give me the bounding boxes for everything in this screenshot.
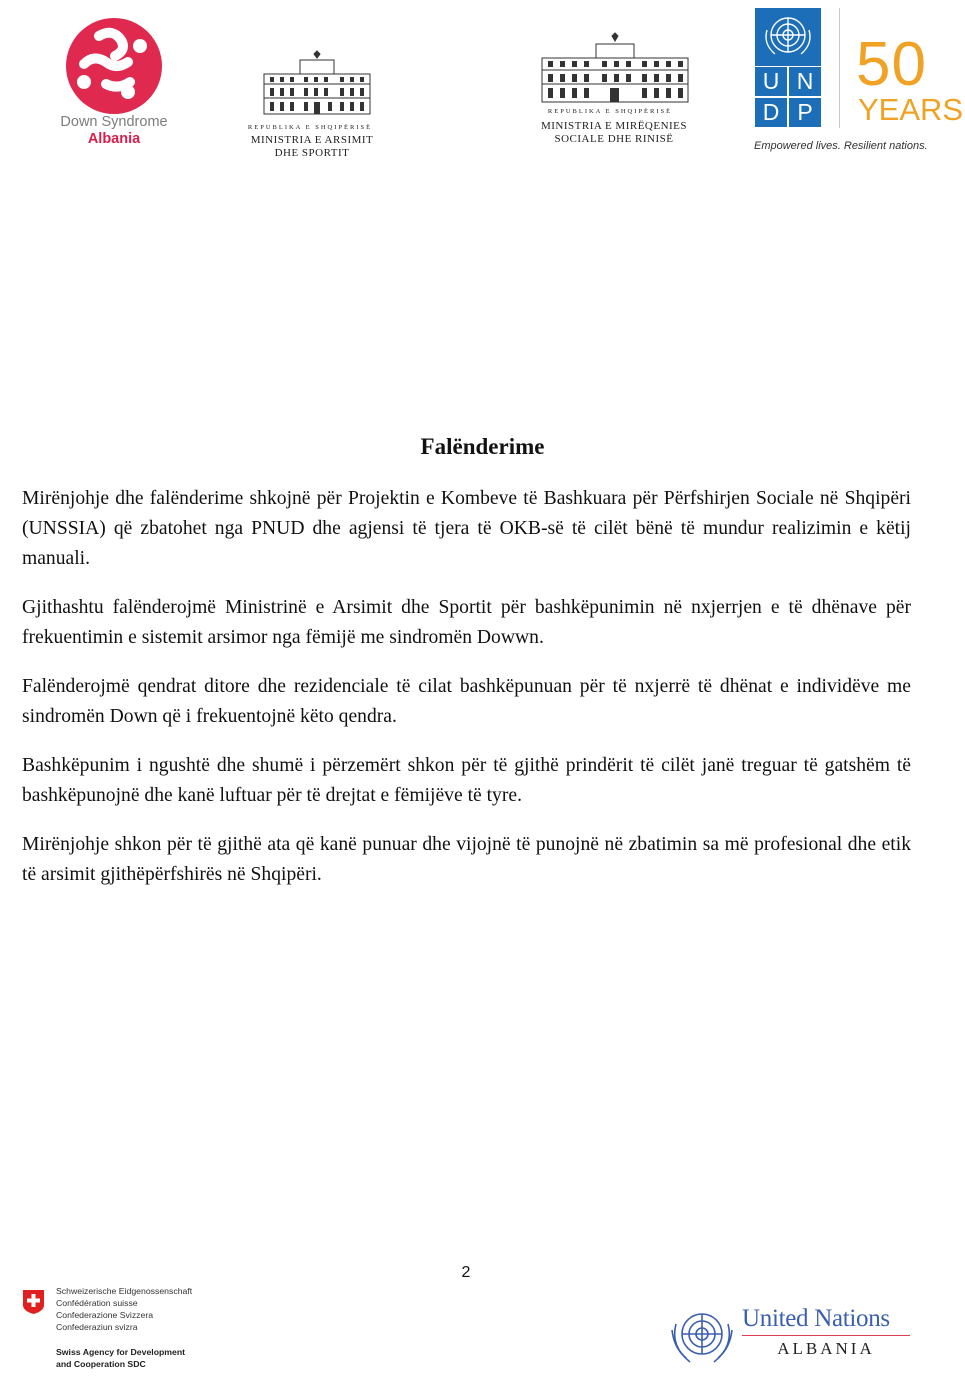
down-syndrome-text: Down Syndrome bbox=[60, 114, 168, 130]
swiss-line: Confédération suisse bbox=[56, 1298, 138, 1308]
united-nations-text: United Nations bbox=[742, 1305, 890, 1332]
ministry-welfare-line2: SOCIALE DHE RINISË bbox=[554, 133, 674, 145]
ministry-welfare-line1: MINISTRIA E MIRËQENIES bbox=[540, 120, 688, 132]
republic-label: REPUBLIKA E SHQIPËRISË bbox=[247, 124, 373, 131]
swiss-confederation-text bbox=[56, 1285, 192, 1333]
undp-letter-d: D bbox=[755, 98, 787, 127]
swiss-line: Schweizerische Eidgenossenschaft bbox=[56, 1286, 193, 1296]
document-body bbox=[22, 484, 911, 909]
swiss-agency-line: Swiss Agency for Development bbox=[56, 1347, 186, 1357]
swiss-flag-icon bbox=[22, 1289, 45, 1315]
undp-fifty: 50 bbox=[856, 30, 927, 99]
paragraph: Mirënjohje dhe falënderime shkojnë për Projektin e Kombeve të Bashkuara për Përfshirjen Sociale në Shqipëri (UNSSIA) që zbatohet nga PNUD dhe agjensi të tjera të OKB-së të cilët bënë të mundur realizimin e këtij manuali. bbox=[22, 488, 911, 569]
swiss-line: Confederaziun svizra bbox=[56, 1322, 138, 1332]
republic-label: REPUBLIKA E SHQIPËRISË bbox=[547, 108, 673, 115]
paragraph: Gjithashtu falënderojmë Ministrinë e Arsimit dhe Sportit për bashkëpunimin në nxjerrjen e të dhënave për frekuentimin e sistemit arsimor nga fëmijë me sindromën Dowwn. bbox=[22, 597, 911, 648]
ministry-education-name bbox=[230, 134, 394, 160]
ministry-education-line2: DHE SPORTIT bbox=[274, 147, 350, 159]
swiss-line: Confederazione Svizzera bbox=[56, 1310, 154, 1320]
albania-label: ALBANIA bbox=[777, 1339, 875, 1358]
paragraph: Mirënjohje shkon për të gjithë ata që kanë punuar dhe vijojnë të punojnë në zbatimin sa më profesional dhe etik të arsimit gjithëpërfshirës në Shqipëri. bbox=[22, 834, 911, 885]
swiss-agency-line: and Cooperation SDC bbox=[56, 1359, 146, 1369]
page-title: Falënderime bbox=[420, 434, 545, 459]
undp-years: YEARS bbox=[858, 92, 964, 127]
ministry-welfare-emblem bbox=[540, 32, 690, 111]
paragraph: Falënderojmë qendrat ditore dhe rezidenciale të cilat bashkëpunuan për të nxjerrë të dhënat e individëve me sindromën Down që i frekuentojnë këto qendra. bbox=[22, 676, 911, 727]
ministry-education-line1: MINISTRIA E ARSIMIT bbox=[250, 134, 374, 146]
undp-letter-u: U bbox=[755, 67, 787, 96]
undp-tagline: Empowered lives. Resilient nations. bbox=[754, 140, 928, 152]
un-emblem-icon bbox=[664, 1302, 740, 1370]
un-globe-icon bbox=[755, 8, 821, 66]
albania-text: Albania bbox=[87, 131, 141, 147]
un-rule bbox=[742, 1335, 910, 1336]
page-number: 2 bbox=[461, 1264, 471, 1281]
ministry-education-emblem bbox=[258, 50, 376, 125]
paragraph: Bashkëpunim i ngushtë dhe shumë i përzemërt shkon për të gjithë prindërit të cilët janë treguar të gatshëm të bashkëpunojnë dhe kanë luftuar për të drejtat e fëmijëve të tyre. bbox=[22, 755, 911, 806]
swiss-agency-text bbox=[56, 1346, 185, 1370]
undp-letter-n: N bbox=[789, 67, 821, 96]
ministry-welfare-name bbox=[508, 120, 720, 146]
undp-letter-p: P bbox=[789, 98, 821, 127]
undp-separator bbox=[839, 8, 840, 128]
